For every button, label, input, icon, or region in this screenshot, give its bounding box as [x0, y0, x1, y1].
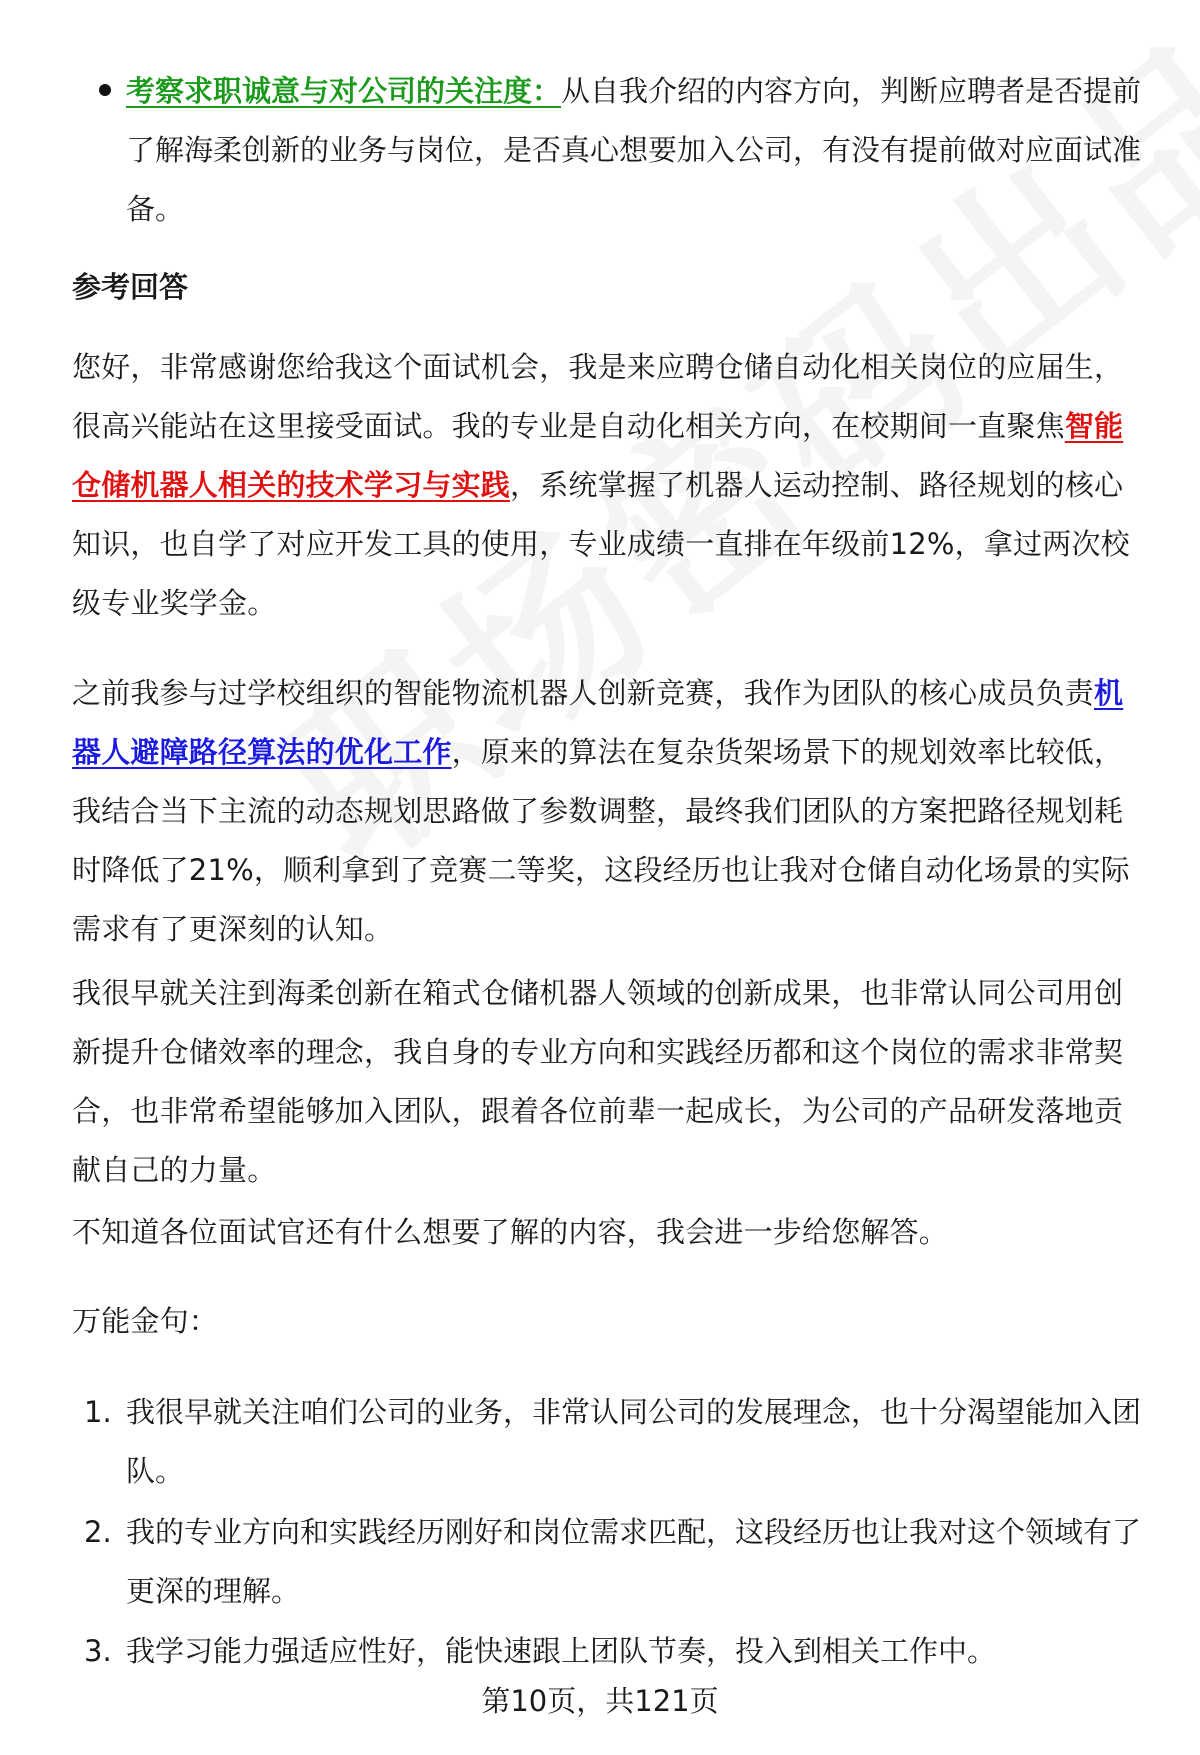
paragraph-4: 不知道各位面试官还有什么想要了解的内容，我会进一步给您解答。	[72, 1215, 949, 1249]
paragraph-2	[72, 664, 1152, 959]
paragraph-1-after: ，系统掌握了机器人运动控制、路径规划的核心知识，也自学了对应开发工具的使用，专业成绩一直排在年级前12%，拿过两次校级专业奖学金。	[72, 468, 1130, 620]
golden-item-1: 我很早就关注咱们公司的业务，非常认同公司的发展理念，也十分渴望能加入团队。	[126, 1395, 1142, 1488]
paragraph-1-before: 您好，非常感谢您给我这个面试机会，我是来应聘仓储自动化相关岗位的应届生，很高兴能站在这里接受面试。我的专业是自动化相关方向，在校期间一直聚焦	[72, 350, 1124, 443]
bullet-highlight: 考察求职诚意与对公司的关注度：	[126, 74, 562, 108]
paragraph-3: 我很早就关注到海柔创新在箱式仓储机器人领域的创新成果，也非常认同公司用创新提升仓储效率的理念，我自身的专业方向和实践经历都和这个岗位的需求非常契合，也非常希望能够加入团队，跟着各位前辈一起成长，为公司的产品研发落地贡献自己的力量。	[72, 976, 1124, 1187]
paragraph-2-after: ，原来的算法在复杂货架场景下的规划效率比较低，我结合当下主流的动态规划思路做了参数调整，最终我们团队的方案把路径规划耗时降低了21%，顺利拿到了竞赛二等奖，这段经历也让我对仓储自动化场景的实际需求有了更深刻的认知。	[72, 735, 1130, 946]
golden-item-1-number: 1.	[84, 1395, 112, 1429]
paragraph-2-highlight: 机器人避障路径算法的优化工作	[72, 676, 1124, 769]
page-footer: 第10页，共121页	[481, 1684, 719, 1718]
paragraph-1	[72, 338, 1152, 633]
bullet-text: 从自我介绍的内容方向，判断应聘者是否提前了解海柔创新的业务与岗位，是否真心想要加入公司，有没有提前做对应面试准备。	[126, 74, 1142, 226]
golden-item-2: 我的专业方向和实践经历刚好和岗位需求匹配，这段经历也让我对这个领域有了更深的理解。	[126, 1515, 1142, 1608]
bullet-item	[126, 62, 1156, 239]
golden-heading: 万能金句：	[72, 1304, 219, 1338]
paragraph-1-highlight: 智能仓储机器人相关的技术学习与实践	[72, 409, 1124, 502]
golden-item-2-number: 2.	[84, 1515, 112, 1549]
golden-item-3: 我学习能力强适应性好，能快速跟上团队节奏，投入到相关工作中。	[126, 1634, 997, 1668]
reference-heading: 参考回答	[72, 270, 189, 304]
golden-item-3-number: 3.	[84, 1634, 112, 1668]
paragraph-2-before: 之前我参与过学校组织的智能物流机器人创新竞赛，我作为团队的核心成员负责	[72, 676, 1095, 710]
bullet-dot-icon	[99, 84, 111, 96]
